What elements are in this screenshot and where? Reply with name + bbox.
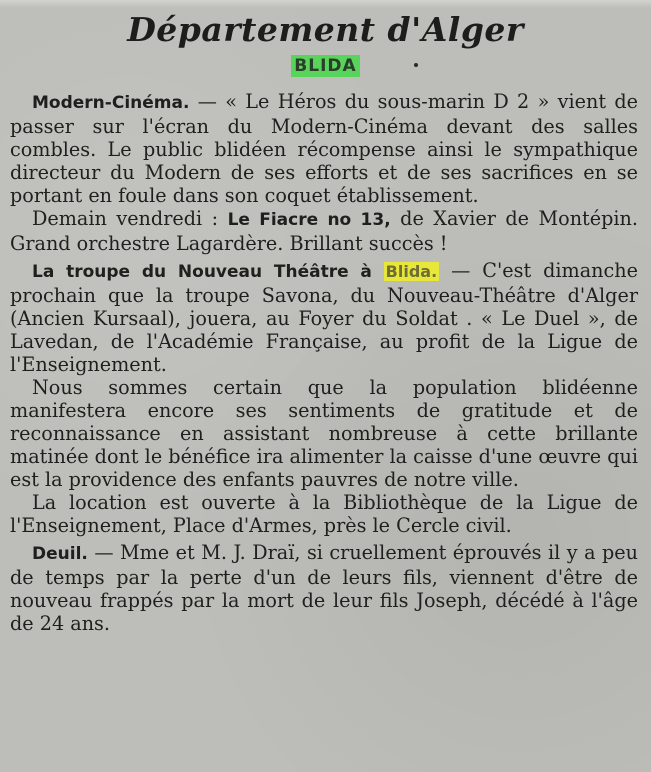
clipping-top-edge (0, 0, 651, 8)
city-heading (0, 55, 651, 79)
theatre-paragraph-3 (10, 491, 638, 537)
theatre-text-1: — C'est dimanche prochain que la troupe Savona, du Nouveau-Théâtre d'Alger (Ancien Kursaal), jouera, au Foyer du Soldat . « Le Duel », de Lavedan, de l'Académie Française, au profit de la Ligue de l'Enseignement. (10, 259, 638, 376)
article-body (10, 90, 638, 635)
theatre-paragraph-2 (10, 376, 638, 491)
theatre-paragraph-1 (10, 259, 638, 376)
modern-paragraph-2 (10, 207, 638, 255)
modern-text-2b: de Xavier de Montépin. Grand orchestre Lagardère. Brillant succès ! (10, 207, 638, 255)
search-highlight-blida: Blida. (385, 262, 438, 281)
theatre-text-3: La location est ouverte à la Bibliothèque de la Ligue de l'Enseignement, Place d'Armes, près le Cercle civil. (10, 491, 638, 537)
print-speck (414, 63, 418, 67)
modern-paragraph-1 (10, 90, 638, 207)
deuil-paragraph (10, 541, 638, 635)
theatre-lead: La troupe du Nouveau Théâtre à (32, 262, 384, 282)
modern-film-title: Le Fiacre no 13, (227, 210, 391, 230)
modern-text-2a: Demain vendredi : (32, 207, 228, 230)
department-title: Département d'Alger (127, 10, 524, 49)
modern-lead: Modern-Cinéma. (32, 93, 190, 113)
modern-text-1: — « Le Héros du sous-marin D 2 » vient de passer sur l'écran du Modern-Cinéma devant des salles combles. Le public blidéen récompense ainsi le sympathique directeur du Modern de ses efforts et de ses sacrifices en se portant en foule dans son coquet établissement. (10, 90, 638, 207)
city-highlight: BLIDA (291, 55, 359, 77)
deuil-text-1: — Mme et M. J. Draï, si cruellement éprouvés il y a peu de temps par la perte d'un de leurs fils, viennent d'être de nouveau frappés par la mort de leur fils Joseph, décédé à l'âge de 24 ans. (10, 541, 638, 635)
theatre-text-2: Nous sommes certain que la population blidéenne manifestera encore ses sentiments de gratitude et de reconnaissance en assistant nombreuse à cette brillante matinée dont le bénéfice ira alimenter la caisse d'une œuvre qui est la providence des enfants pauvres de notre ville. (10, 376, 638, 491)
deuil-lead: Deuil. (32, 544, 88, 564)
